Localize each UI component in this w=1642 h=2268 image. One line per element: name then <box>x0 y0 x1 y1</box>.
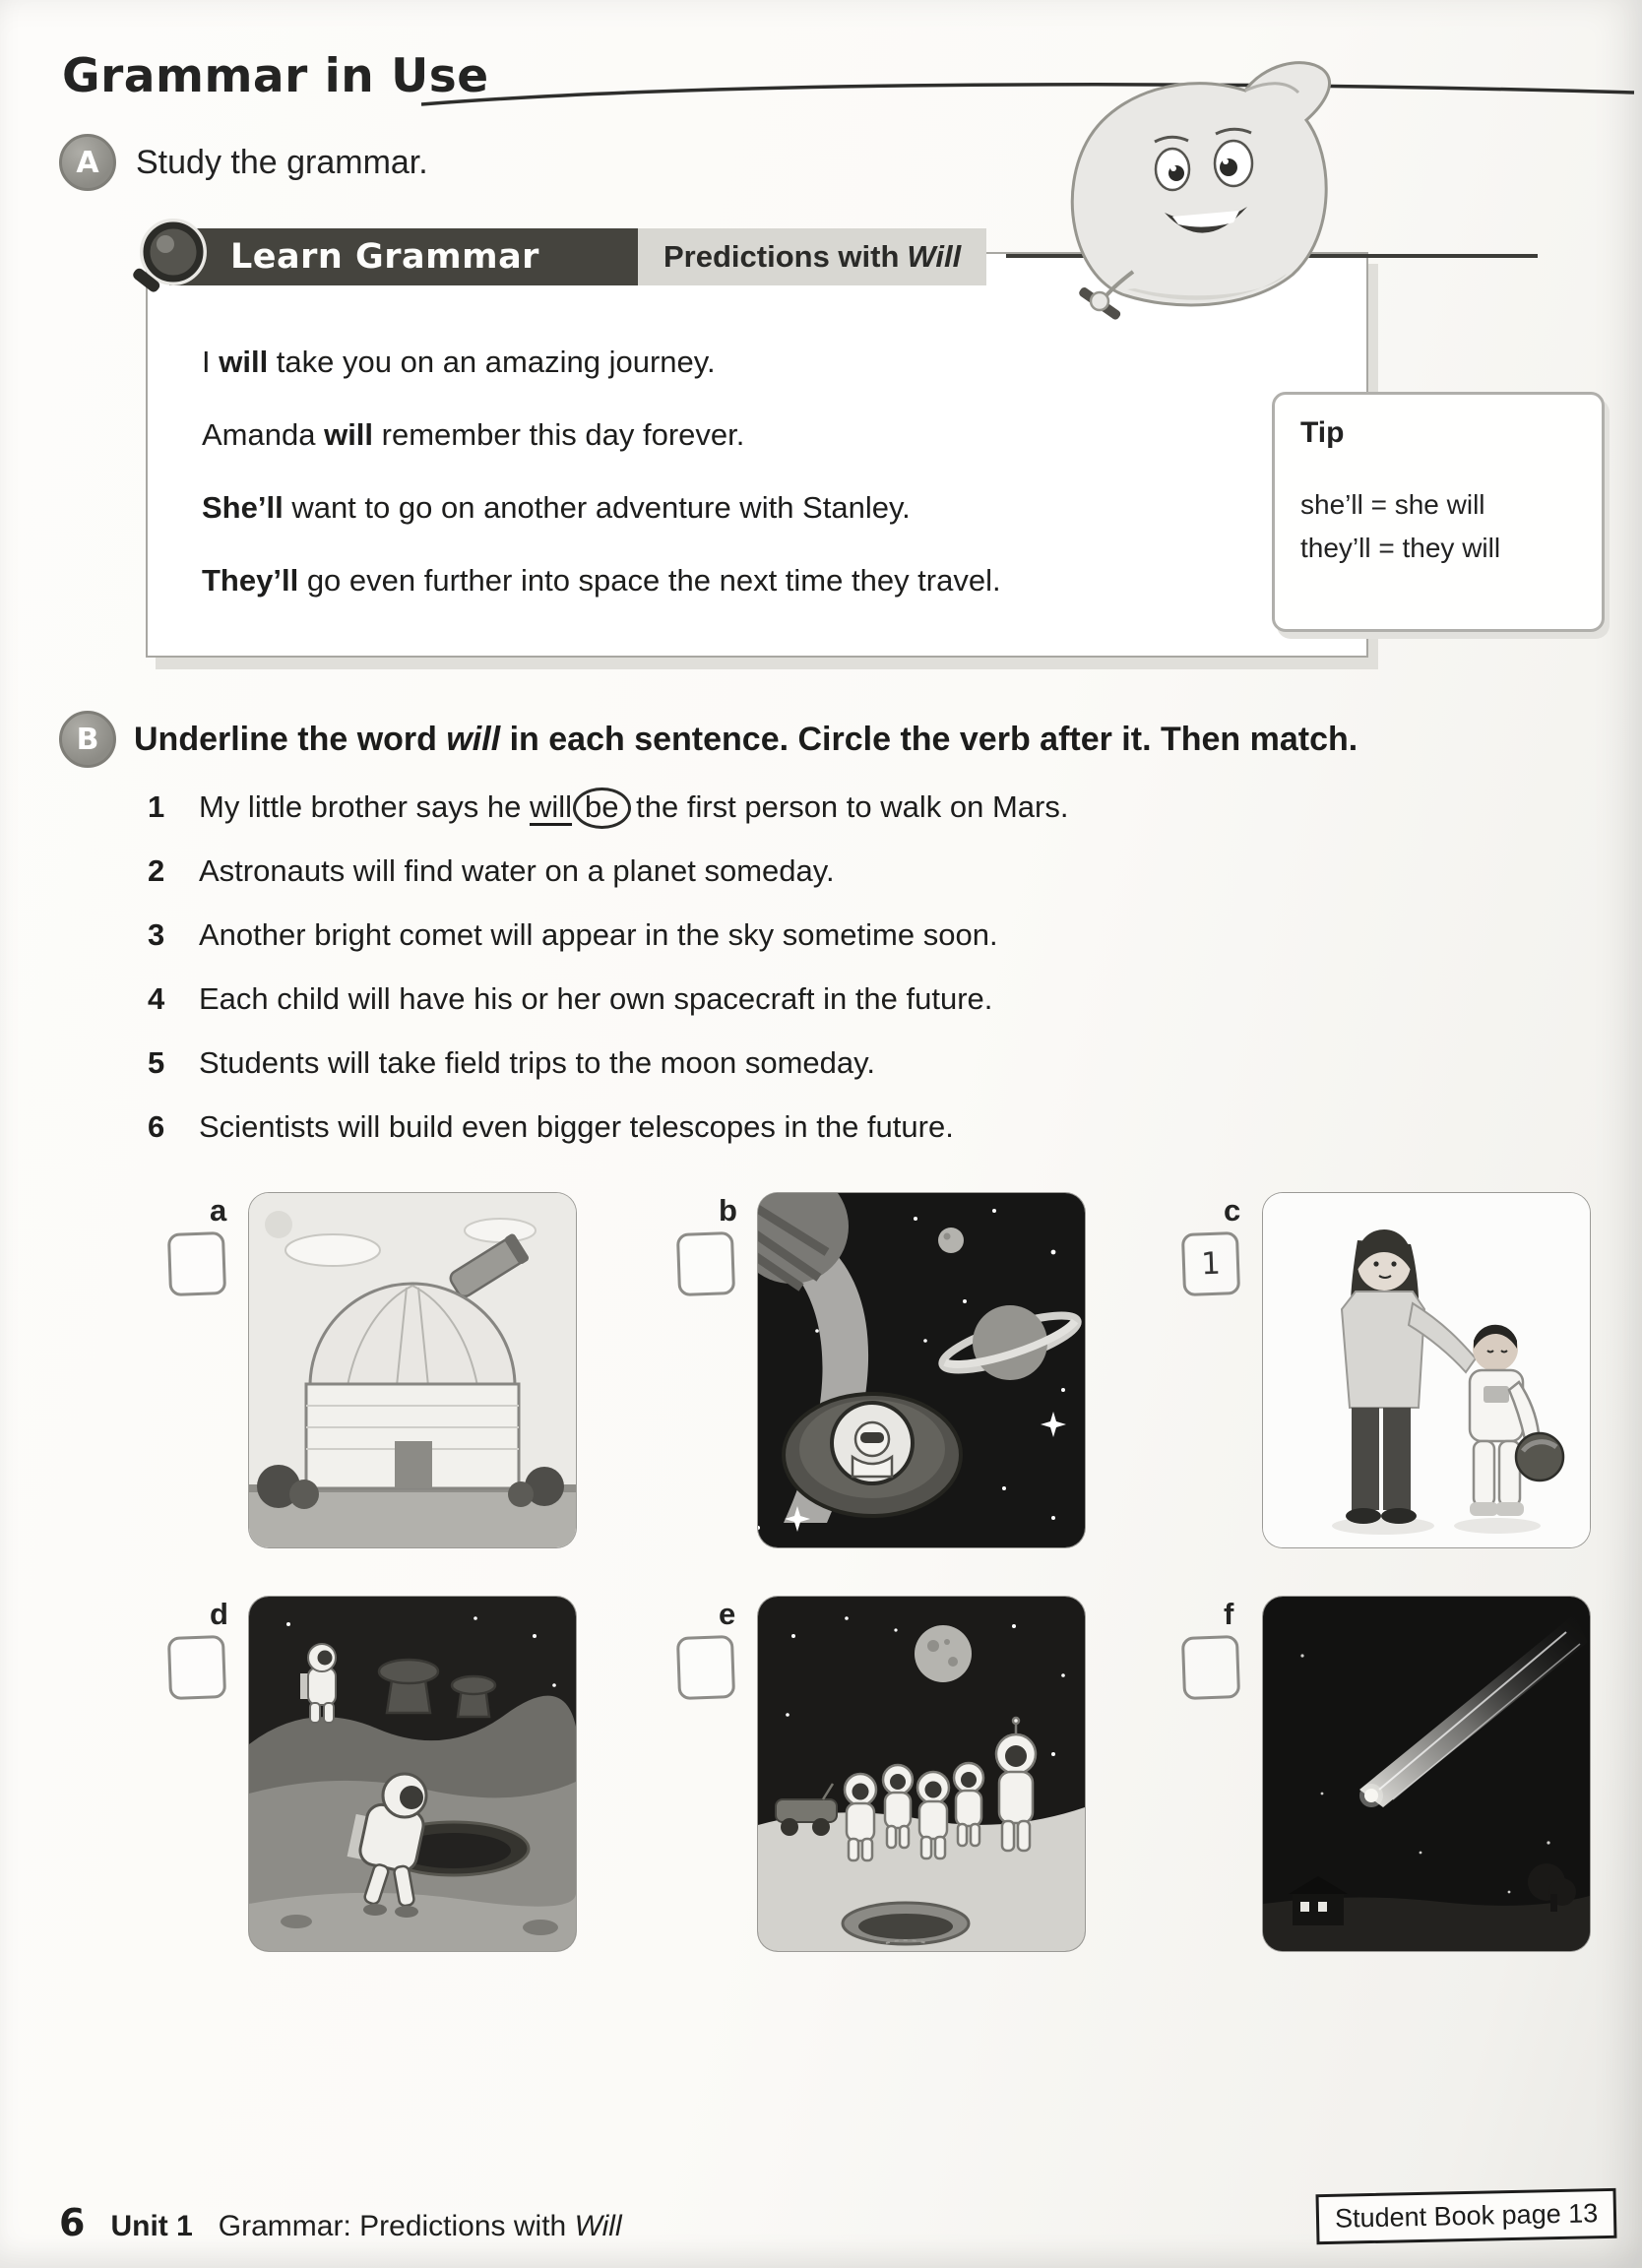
grammar-sentence: She’ll want to go on another adventure with Stanley. <box>202 490 911 525</box>
picture-letter-a: a <box>210 1193 227 1228</box>
exercise-sentence-3: 3 Another bright comet will appear in the sky sometime soon. <box>148 917 998 952</box>
learn-grammar-banner: Learn Grammar <box>169 228 638 285</box>
answer-box-d[interactable] <box>167 1635 226 1700</box>
grammar-sentence: They’ll go even further into space the next time they travel. <box>202 563 1001 598</box>
answer-box-a[interactable] <box>167 1231 226 1296</box>
footer-unit: Unit 1 <box>110 2210 193 2242</box>
tip-line: she’ll = she will <box>1300 489 1485 520</box>
exercise-sentence-5: 5 Students will take field trips to the moon someday. <box>148 1045 875 1080</box>
answer-box-c[interactable]: 1 <box>1181 1231 1240 1296</box>
section-a-badge: A <box>59 134 116 191</box>
title-underline <box>421 77 1642 120</box>
exercise-sentence-4: 4 Each child will have his or her own spacecraft in the future. <box>148 981 993 1016</box>
section-b-badge: B <box>59 711 116 768</box>
student-book-page-ref: Student Book page 13 <box>1315 2188 1616 2244</box>
exercise-sentences <box>148 789 1546 1173</box>
tip-line: they’ll = they will <box>1300 533 1501 563</box>
underlined-will: will <box>529 789 573 824</box>
mascot-character-icon <box>1039 43 1363 339</box>
picture-children-astronauts-moon <box>758 1597 1085 1951</box>
picture-astronaut-spaceship <box>758 1193 1085 1547</box>
section-b-instruction: Underline the word will in each sentence. Circle the verb after it. Then match. <box>134 721 1358 758</box>
exercise-sentence-1: 1 My little brother says he will be the first person to walk on Mars. <box>148 789 1546 825</box>
answer-box-b[interactable] <box>676 1231 735 1296</box>
banner-subtitle: Predictions with Will <box>638 228 986 285</box>
answer-box-e[interactable] <box>676 1635 735 1700</box>
picture-letter-e: e <box>719 1597 736 1631</box>
section-a-instruction: Study the grammar. <box>136 144 428 181</box>
picture-mother-child-astronaut <box>1263 1193 1590 1547</box>
grammar-sentence: I will take you on an amazing journey. <box>202 345 716 379</box>
grammar-sentence: Amanda will remember this day forever. <box>202 417 745 452</box>
page-footer <box>59 2201 622 2244</box>
footer-caption: Grammar: Predictions with Will <box>218 2210 622 2242</box>
tip-title: Tip <box>1300 416 1345 449</box>
page-title: Grammar in Use <box>62 49 489 103</box>
answer-box-f[interactable] <box>1181 1635 1240 1700</box>
grammar-example-sentences <box>202 345 1337 636</box>
picture-letter-b: b <box>719 1193 737 1228</box>
magnifier-icon <box>130 217 209 297</box>
exercise-sentence-6: 6 Scientists will build even bigger telescopes in the future. <box>148 1109 954 1144</box>
picture-astronauts-on-planet <box>249 1597 576 1951</box>
picture-comet-night-sky <box>1263 1597 1590 1951</box>
picture-letter-c: c <box>1224 1193 1241 1228</box>
exercise-sentence-2: 2 Astronauts will find water on a planet someday. <box>148 853 835 888</box>
footer-page-number: 6 <box>59 2201 86 2244</box>
picture-letter-d: d <box>210 1597 228 1631</box>
circled-verb: be <box>573 788 630 829</box>
picture-observatory <box>249 1193 576 1547</box>
tip-box <box>1272 392 1605 632</box>
picture-letter-f: f <box>1224 1597 1234 1631</box>
